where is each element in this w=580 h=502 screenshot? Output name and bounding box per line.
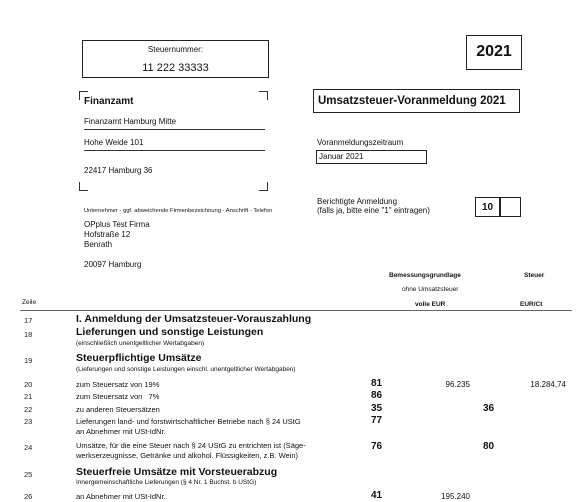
row-18-sub: (einschließlich unentgeltlicher Wertabgaben): [76, 340, 205, 347]
year-box: [466, 35, 522, 70]
line-number-25: 25: [24, 470, 33, 479]
office-city: 22417 Hamburg 36: [84, 166, 153, 175]
header-rule: [20, 310, 572, 311]
row-17-text: I. Anmeldung der Umsatzsteuer-Vorauszahlung: [76, 313, 312, 325]
form-title: Umsatzsteuer-Voranmeldung 2021: [318, 95, 506, 107]
row-24-code: 76: [371, 441, 383, 452]
row-19-sub: (Lieferungen und sonstige Leistungen einschl. unentgeltlicher Wertabgaben): [76, 366, 296, 373]
tax-number-label: Steuernummer:: [147, 45, 204, 54]
company-line-5: 20097 Hamburg: [84, 260, 142, 269]
year-value: 2021: [476, 43, 512, 60]
tax-number-box: [82, 40, 269, 78]
office-name: Finanzamt Hamburg Mitte: [84, 117, 177, 126]
office-heading: Finanzamt: [84, 96, 134, 107]
company-line-2: Hofstraße 12: [84, 230, 131, 239]
row-22-code-tax: 36: [483, 403, 495, 414]
tax-number-value: 11 222 33333: [142, 62, 209, 74]
corner-mark-br: [259, 182, 268, 191]
corner-mark-bl: [79, 182, 88, 191]
row-24-code-tax: 80: [483, 441, 495, 452]
col-basis-unit: volle EUR: [415, 301, 446, 308]
corrected-entry-field[interactable]: [500, 197, 521, 217]
row-21-code: 86: [371, 390, 383, 401]
line-number-23: 23: [24, 417, 33, 426]
period-label: Voranmeldungszeitraum: [317, 138, 404, 147]
line-number-17: 17: [24, 316, 33, 325]
row-22-code: 35: [371, 403, 383, 414]
col-line-header: Zeile: [22, 299, 37, 306]
corrected-hint: (falls ja, bitte eine "1" eintragen): [317, 206, 430, 215]
row-22-text: zu anderen Steuersätzen: [76, 405, 160, 414]
corrected-code: 10: [481, 202, 494, 213]
col-basis-sub: ohne Umsatzsteuer: [402, 286, 459, 293]
row-21-text: zum Steuersatz von 7%: [76, 392, 160, 401]
period-field: [316, 150, 427, 164]
col-tax-unit: EUR/Ct: [520, 301, 543, 308]
company-line-1: OPplus Test Firma: [84, 220, 150, 229]
col-tax-header: Steuer: [524, 272, 545, 279]
form-title-box: [313, 89, 520, 113]
row-24-text: Umsätze, für die eine Steuer nach § 24 UStG zu entrichten ist (Säge-: [76, 441, 306, 450]
line-number-19: 19: [24, 356, 33, 365]
company-caption: Unternehmer - ggf. abweichende Firmenbezeichnung - Anschrift - Telefon: [84, 208, 273, 214]
row-26-code: 41: [371, 490, 383, 501]
row-26-basis[interactable]: 195.240: [441, 492, 470, 501]
corrected-label: Berichtigte Anmeldung: [317, 197, 398, 206]
row-25-text: Steuerfreie Umsätze mit Vorsteuerabzug: [76, 466, 278, 478]
row-25-sub: Innergemeinschaftliche Lieferungen (§ 4 Nr. 1 Buchst. b UStG): [76, 479, 257, 486]
line-number-21: 21: [24, 392, 33, 401]
period-value: Januar 2021: [319, 152, 364, 161]
row-24-text2: werkserzeugnisse, Getränke und alkohol. Flüssigkeiten, z.B. Wein): [76, 451, 299, 460]
col-basis-header: Bemessungsgrundlage: [389, 272, 461, 279]
office-name-line: [84, 129, 265, 130]
corrected-code-box: [475, 197, 500, 217]
corner-mark-tr: [259, 91, 268, 100]
office-street-line: [84, 150, 265, 151]
line-number-26: 26: [24, 492, 33, 501]
row-23-text2: an Abnehmer mit USt-IdNr.: [76, 427, 166, 436]
row-26-text: an Abnehmer mit USt-IdNr.: [76, 492, 166, 501]
line-number-18: 18: [24, 330, 33, 339]
line-number-24: 24: [24, 443, 33, 452]
row-19-text: Steuerpflichtige Umsätze: [76, 352, 202, 364]
row-23-text: Lieferungen land- und forstwirtschaftlicher Betriebe nach § 24 UStG: [76, 417, 301, 426]
row-20-code: 81: [371, 378, 383, 389]
company-line-3: Benrath: [84, 240, 113, 249]
row-20-basis[interactable]: 96.235: [445, 380, 470, 389]
line-number-20: 20: [24, 380, 33, 389]
line-number-22: 22: [24, 405, 33, 414]
row-20-text: zum Steuersatz von 19%: [76, 380, 160, 389]
row-18-text: Lieferungen und sonstige Leistungen: [76, 326, 264, 338]
office-street: Hohe Weide 101: [84, 138, 144, 147]
row-20-tax[interactable]: 18.284,74: [530, 380, 566, 389]
row-23-code: 77: [371, 415, 383, 426]
